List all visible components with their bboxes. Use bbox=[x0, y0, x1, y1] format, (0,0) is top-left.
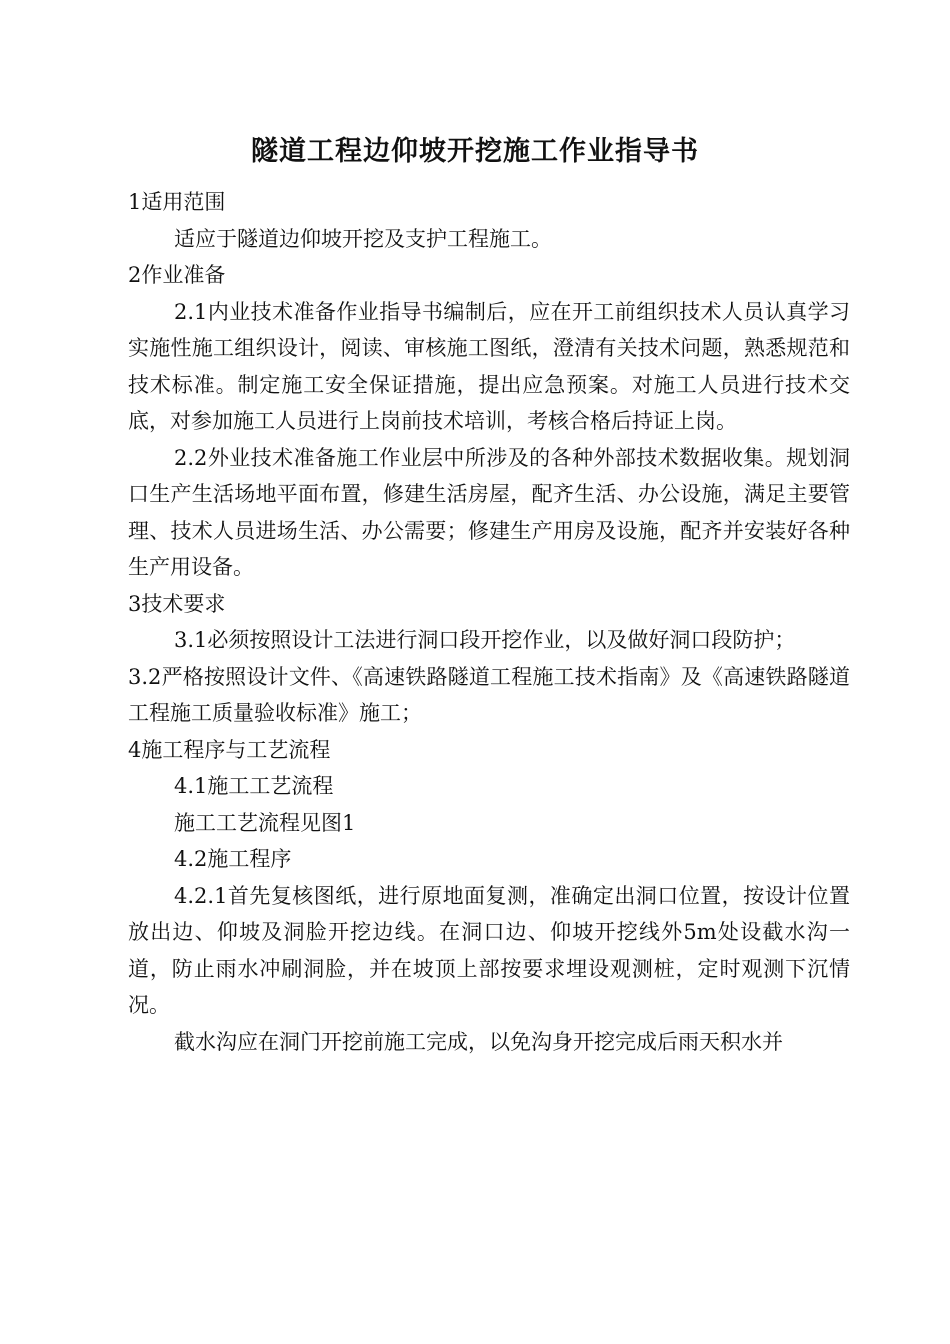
paragraph: 截水沟应在洞门开挖前施工完成，以免沟身开挖完成后雨天积水并 bbox=[174, 1029, 783, 1054]
paragraph: 2.1内业技术准备作业指导书编制后，应在开工前组织技术人员认真学习实施性施工组织设计，阅读、审核施工图纸，澄清有关技术问题，熟悉规范和技术标准。制定施工安全保证措施，提出应急预案。对施工人员进行技术交底，对参加施工人员进行上岗前技术培训，考核合格后持证上岗。 bbox=[128, 299, 850, 433]
paragraph: 4.2.1首先复核图纸，进行原地面复测，准确定出洞口位置，按设计位置放出边、仰坡及洞脸开挖边线。在洞口边、仰坡开挖线外5m处设截水沟一道，防止雨水冲刷洞脸，并在坡顶上部按要求埋设观测桩，定时观测下沉情况。 bbox=[128, 883, 850, 1017]
section-heading-2: 2作业准备 bbox=[128, 263, 226, 287]
document-body bbox=[128, 184, 850, 1060]
section-heading-3: 3技术要求 bbox=[128, 591, 226, 616]
section-heading-1: 1适用范围 bbox=[128, 190, 226, 214]
document-title: 隧道工程边仰坡开挖施工作业指导书 bbox=[251, 136, 699, 167]
subsection-heading: 4.1施工工艺流程 bbox=[174, 774, 334, 798]
paragraph: 3.2严格按照设计文件、《高速铁路隧道工程施工技术指南》及《高速铁路隧道工程施工质量验收标准》施工； bbox=[128, 664, 850, 725]
paragraph: 施工工艺流程见图1 bbox=[174, 810, 356, 835]
paragraph: 2.2外业技术准备施工作业层中所涉及的各种外部技术数据收集。规划洞口生产生活场地平面布置，修建生活房屋，配齐生活、办公设施，满足主要管理、技术人员进场生活、办公需要；修建生产用房及设施，配齐并安装好各种生产用设备。 bbox=[128, 445, 850, 579]
paragraph: 3.1必须按照设计工法进行洞口段开挖作业，以及做好洞口段防护； bbox=[174, 628, 796, 652]
subsection-heading: 4.2施工程序 bbox=[174, 847, 292, 871]
section-heading-4: 4施工程序与工艺流程 bbox=[128, 737, 331, 762]
paragraph: 适应于隧道边仰坡开挖及支护工程施工。 bbox=[174, 226, 552, 251]
